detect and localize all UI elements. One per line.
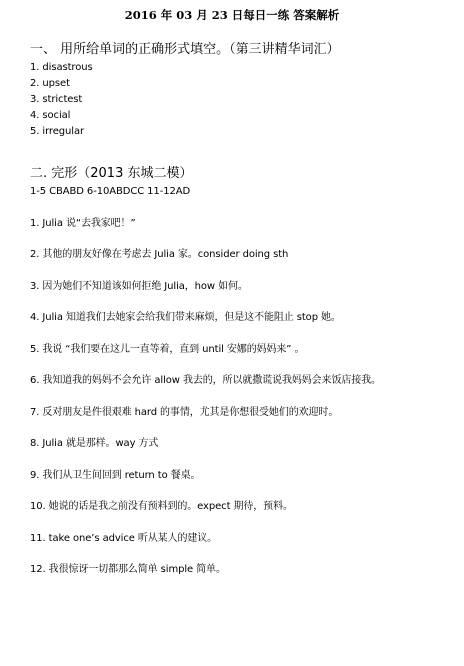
section1-item: 3. strictest: [30, 94, 83, 105]
note-line: 10. 她说的话是我之前没有预料到的。expect 期待，预料。: [30, 501, 293, 512]
note-line: 6. 我知道我的妈妈不会允许 allow 我去的，所以就撒谎说我妈妈会来饭店接我。: [30, 375, 381, 386]
section1-item: 4. social: [30, 110, 71, 121]
note-line: 9. 我们从卫生间回到 return to 餐桌。: [30, 470, 201, 481]
note-line: 7. 反对朋友是件很艰难 hard 的事情，尤其是你想很受她们的欢迎时。: [30, 407, 339, 418]
note-line: 11. take one’s advice 听从某人的建议。: [30, 533, 218, 544]
answer-key: 1-5 CBABD 6-10ABDCC 11-12AD: [30, 186, 191, 197]
section2-heading: 二. 完形（2013 东城二模）: [30, 166, 193, 181]
note-line: 8. Julia 就是那样。way 方式: [30, 438, 159, 449]
section1-item: 5. irregular: [30, 126, 84, 137]
section1-item: 2. upset: [30, 78, 70, 89]
note-line: 12. 我很惊讶一切都那么简单 simple 简单。: [30, 564, 226, 575]
note-line: 2. 其他的朋友好像在考虑去 Julia 家。consider doing sth: [30, 249, 289, 260]
section1-item: 1. disastrous: [30, 62, 93, 73]
note-line: 4. Julia 知道我们去她家会给我们带来麻烦，但是这不能阻止 stop 她。: [30, 312, 341, 323]
section1-heading: 一、 用所给单词的正确形式填空。（第三讲精华词汇）: [30, 42, 340, 57]
note-line: 5. 我说 “我们要在这儿一直等着，直到 until 安娜的妈妈来” 。: [30, 344, 305, 355]
page-title: 2016 年 03 月 23 日每日一练 答案解析: [124, 8, 340, 22]
note-line: 3. 因为她们不知道该如何拒绝 Julia，how 如何。: [30, 281, 248, 292]
note-line: 1. Julia 说“去我家吧！”: [30, 218, 136, 229]
